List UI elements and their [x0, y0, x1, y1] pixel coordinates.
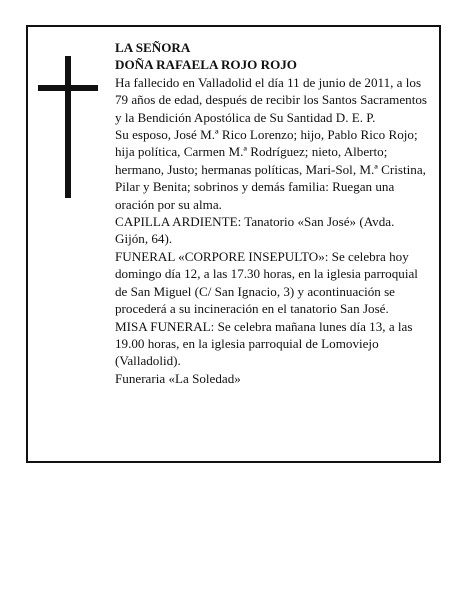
notice-paragraph-mass: MISA FUNERAL: Se celebra mañana lunes día 13, a las 19.00 horas, en la iglesia parroquial de Lomoviejo (Valladolid).: [115, 318, 413, 369]
cross-icon-bar: [38, 85, 98, 91]
notice-paragraph-chapel: CAPILLA ARDIENTE: Tanatorio «San José» (Avda. Gijón, 64).: [115, 214, 395, 247]
notice-paragraph-funeral: FUNERAL «CORPORE INSEPULTO»: Se celebra hoy domingo día 12, a las 17.30 horas, en la iglesia parroquial de San Miguel (C/ San Ignacio, 3) y acontinuación se procederá a su incineración en el tanatorio San José.: [115, 248, 418, 317]
obituary-text: [115, 39, 427, 387]
notice-title-2: DOÑA RAFAELA ROJO ROJO: [115, 57, 297, 73]
notice-paragraph-death: Ha fallecido en Valladolid el día 11 de junio de 2011, a los 79 años de edad, después de recibir los Santos Sacramentos y la Bendición Apostólica de Su Santidad D. E. P.: [115, 74, 427, 125]
cross-icon: [65, 56, 71, 198]
notice-title-1: LA SEÑORA: [115, 40, 191, 55]
notice-paragraph-funeral-home: Funeraria «La Soledad»: [115, 370, 241, 386]
notice-paragraph-family: Su esposo, José M.ª Rico Lorenzo; hijo, Pablo Rico Rojo; hija política, Carmen M.ª Rodríguez; nieto, Alberto; hermano, Justo; hermanas políticas, Mari-Sol, M.ª Cristina, Pilar y Benita; sobrinos y demás familia: Ruegan una oración por su alma.: [115, 127, 426, 212]
